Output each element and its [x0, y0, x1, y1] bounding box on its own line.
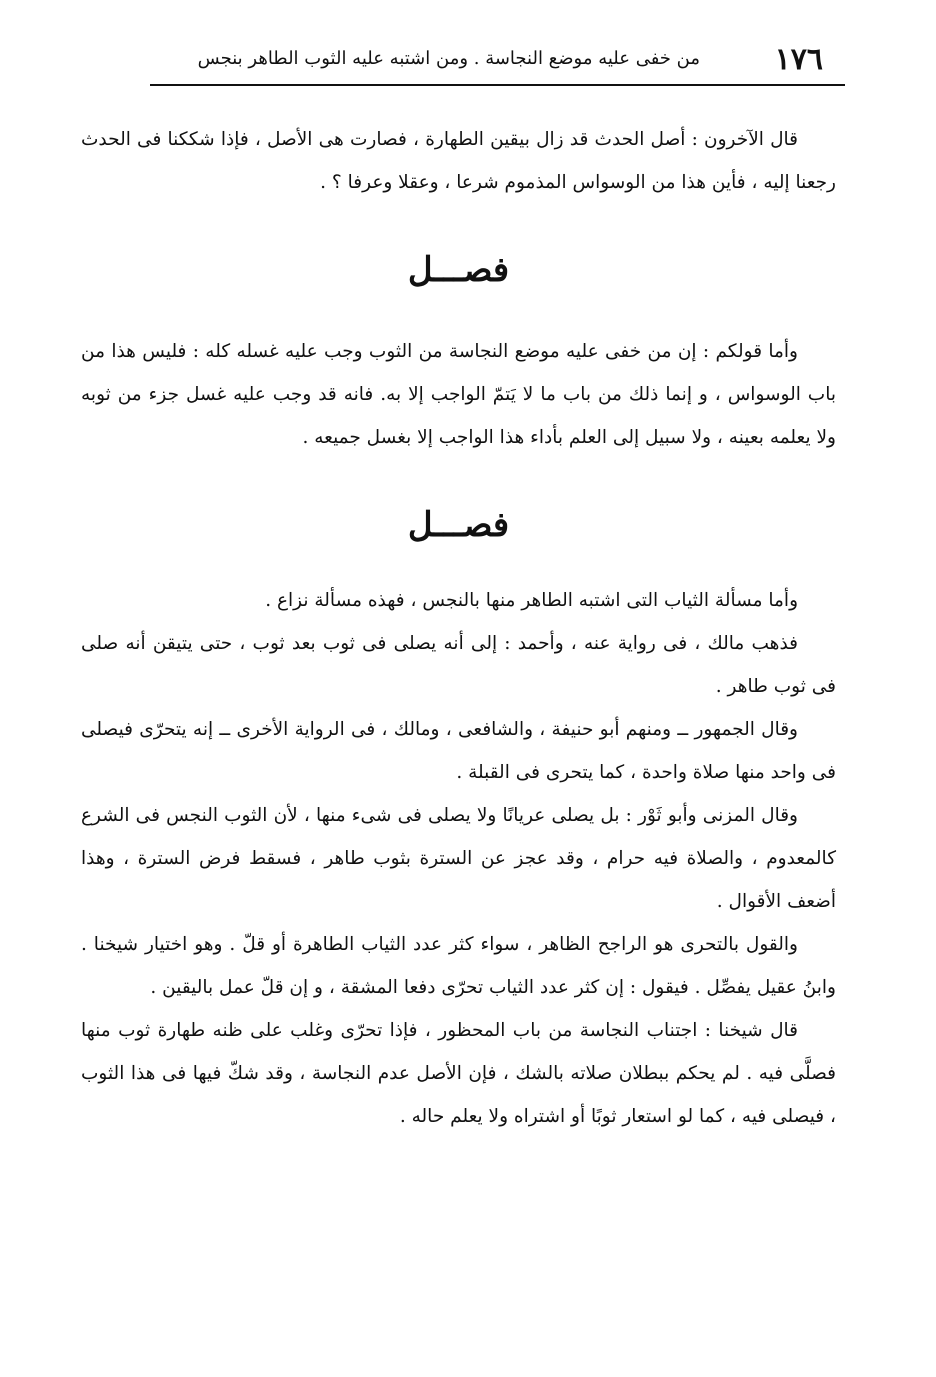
paragraph: وقال الجمهور ــ ومنهم أبو حنيفة ، والشافعى ، ومالك ، فى الرواية الأخرى ــ إنه يتحرّى فيصلى فى واحد منها صلاة واحدة ، كما يتحرى فى القبلة . — [81, 719, 836, 783]
page-header — [150, 36, 845, 86]
paragraph: وأما مسألة الثياب التى اشتبه الطاهر منها بالنجس ، فهذه مسألة نزاع . — [265, 590, 798, 611]
paragraph: وقال المزنى وأبو ثَوْر : بل يصلى عريانًا ولا يصلى فى شىء منها ، لأن الثوب النجس فى الشرع كالمعدوم ، والصلاة فيه حرام ، وقد عجز عن السترة بثوب طاهر ، فسقط فرض السترة ، وهذا أضعف الأقوال . — [81, 805, 836, 912]
paragraph: فذهب مالك ، فى رواية عنه ، وأحمد : إلى أنه يصلى فى ثوب بعد ثوب ، حتى يتيقن أنه صلى فى ثوب طاهر . — [81, 633, 836, 697]
paragraph: قال الآخرون : أصل الحدث قد زال بيقين الطهارة ، فصارت هى الأصل ، فإذا شككنا فى الحدث رجعنا إليه ، فأين هذا من الوسواس المذموم شرعا ، وعقلا وعرفا ؟ . — [81, 129, 836, 193]
running-title: من خفى عليه موضع النجاسة . ومن اشتبه عليه الثوب الطاهر بنجس — [197, 48, 700, 69]
section-heading: فصـــل — [407, 505, 510, 545]
section-heading: فصـــل — [407, 250, 510, 290]
paragraph: والقول بالتحرى هو الراجح الظاهر ، سواء كثر عدد الثياب الطاهرة أو قلّ . وهو اختيار شيخنا . وابنُ عقيل يفصِّل . فيقول : إن كثر عدد الثياب تحرّى دفعا المشقة ، و إن قلّ عمل باليقين . — [81, 934, 836, 998]
paragraph: وأما قولكم : إن من خفى عليه موضع النجاسة من الثوب وجب عليه غسله كله : فليس هذا من باب الوسواس ، و إنما ذلك من باب ما لا يَتمّ الواجب إلا به. فانه قد وجب عليه غسل جزء من ثوبه ولا يعلمه بعينه ، ولا سبيل إلى العلم بأداء هذا الواجب إلا بغسل جميعه . — [81, 341, 836, 448]
paragraph: قال شيخنا : اجتناب النجاسة من باب المحظور ، فإذا تحرّى وغلب على ظنه طهارة ثوب منها فصلَّى فيه . لم يحكم ببطلان صلاته بالشك ، فإن الأصل عدم النجاسة ، وقد شكّ فيها فى هذا الثوب ، فيصلى فيه ، كما لو استعار ثوبًا أو اشتراه ولا يعلم حاله . — [81, 1020, 836, 1127]
page-content — [81, 118, 836, 1138]
page-number: ١٧٦ — [774, 42, 823, 77]
